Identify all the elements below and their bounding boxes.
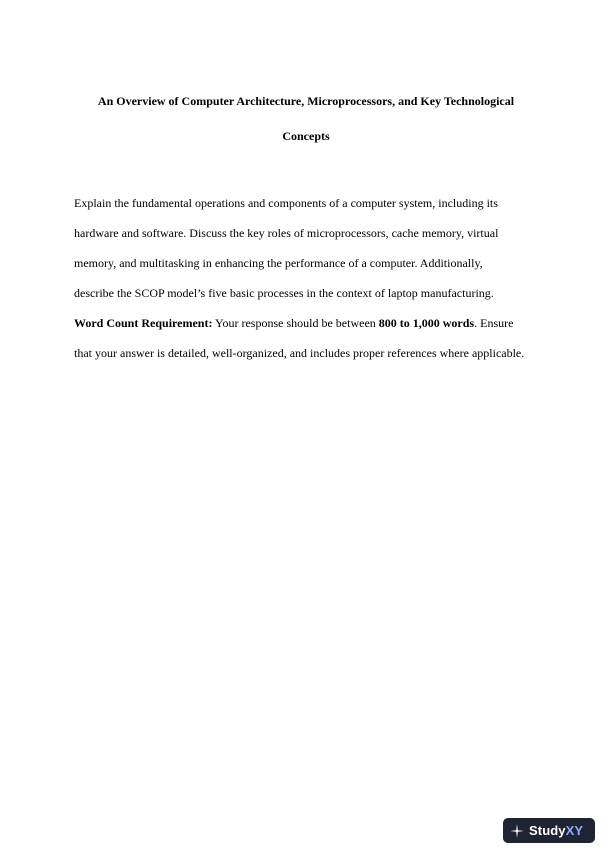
- paragraph-line: Explain the fundamental operations and components of a computer system, including its: [74, 196, 498, 210]
- document-title: [70, 84, 542, 154]
- plus-star-icon: [510, 824, 524, 838]
- title-line-2: Concepts: [282, 129, 330, 143]
- requirement-line-2: that your answer is detailed, well-organized, and includes proper references where applicable.: [74, 346, 525, 360]
- assignment-body: [74, 188, 554, 368]
- paragraph-line: describe the SCOP model’s five basic processes in the context of laptop manufacturing.: [74, 286, 494, 300]
- studyxy-logo: [503, 818, 595, 843]
- paragraph-line: memory, and multitasking in enhancing the performance of a computer. Additionally,: [74, 256, 483, 270]
- requirement-range: 800 to 1,000 words: [378, 316, 475, 330]
- requirement-text-before: Your response should be between: [212, 316, 379, 330]
- logo-text: StudyXY: [529, 823, 584, 838]
- requirement-label: Word Count Requirement:: [74, 316, 213, 330]
- title-line-1: An Overview of Computer Architecture, Microprocessors, and Key Technological: [97, 94, 515, 108]
- word-count-requirement: [74, 308, 554, 338]
- requirement-text-after: . Ensure: [474, 316, 514, 330]
- paragraph-line: hardware and software. Discuss the key roles of microprocessors, cache memory, virtual: [74, 226, 499, 240]
